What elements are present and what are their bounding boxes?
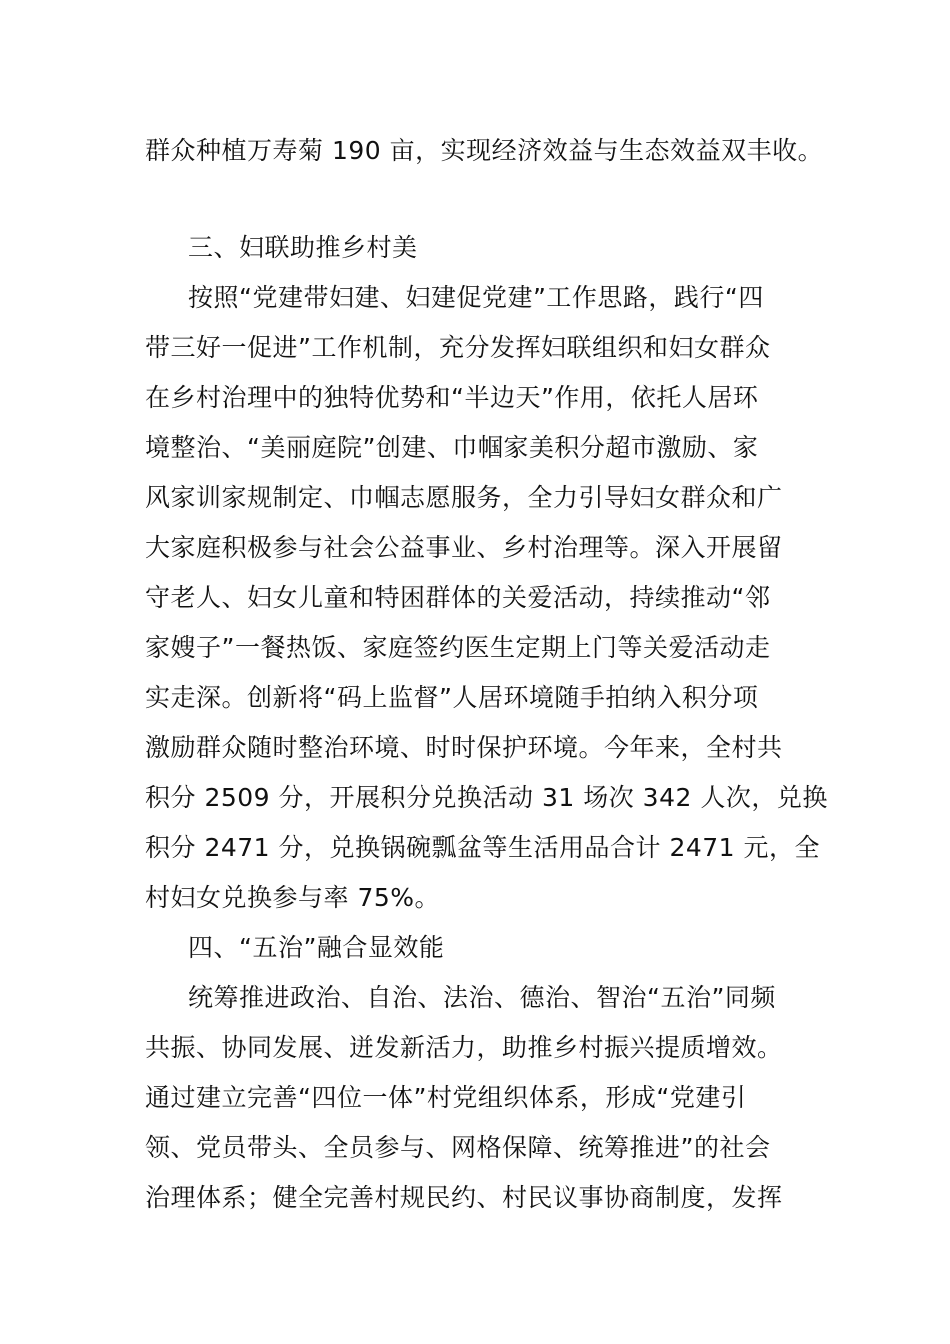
- paragraph-line: 积分 2471 分，兑换锅碗瓢盆等生活用品合计 2471 元，全: [145, 833, 821, 862]
- paragraph-line: 通过建立完善“四位一体”村党组织体系，形成“党建引: [145, 1083, 747, 1112]
- paragraph-line: 共振、协同发展、迸发新活力，助推乡村振兴提质增效。: [145, 1033, 783, 1062]
- paragraph-line: 风家训家规制定、巾帼志愿服务，全力引导妇女群众和广: [145, 483, 783, 512]
- paragraph-line: 守老人、妇女儿童和特困群体的关爱活动，持续推动“邻: [145, 583, 771, 612]
- section-heading: 四、“五治”融合显效能: [188, 933, 445, 962]
- paragraph-line: 在乡村治理中的独特优势和“半边天”作用，依托人居环: [145, 383, 759, 412]
- paragraph-line: 境整治、“美丽庭院”创建、巾帼家美积分超市激励、家: [145, 433, 759, 462]
- paragraph-line: 统筹推进政治、自治、法治、德治、智治“五治”同频: [188, 983, 776, 1012]
- paragraph-line: 领、党员带头、全员参与、网格保障、统筹推进”的社会: [145, 1133, 771, 1162]
- paragraph-line: 实走深。创新将“码上监督”人居环境随手拍纳入积分项: [145, 683, 759, 712]
- paragraph-line: 带三好一促进”工作机制，充分发挥妇联组织和妇女群众: [145, 333, 771, 362]
- paragraph-line: 积分 2509 分，开展积分兑换活动 31 场次 342 人次，兑换: [145, 783, 828, 812]
- paragraph-line: 村妇女兑换参与率 75%。: [145, 883, 441, 912]
- paragraph-line: 大家庭积极参与社会公益事业、乡村治理等。深入开展留: [145, 533, 783, 562]
- paragraph-line: 家嫂子”一餐热饭、家庭签约医生定期上门等关爱活动走: [145, 633, 771, 662]
- paragraph-line: 按照“党建带妇建、妇建促党建”工作思路，践行“四: [188, 283, 764, 312]
- paragraph-line: 群众种植万寿菊 190 亩，实现经济效益与生态效益双丰收。: [145, 136, 824, 165]
- paragraph-line: 治理体系；健全完善村规民约、村民议事协商制度，发挥: [145, 1183, 783, 1212]
- paragraph-line: 激励群众随时整治环境、时时保护环境。今年来，全村共: [145, 733, 783, 762]
- section-heading: 三、妇联助推乡村美: [188, 233, 418, 262]
